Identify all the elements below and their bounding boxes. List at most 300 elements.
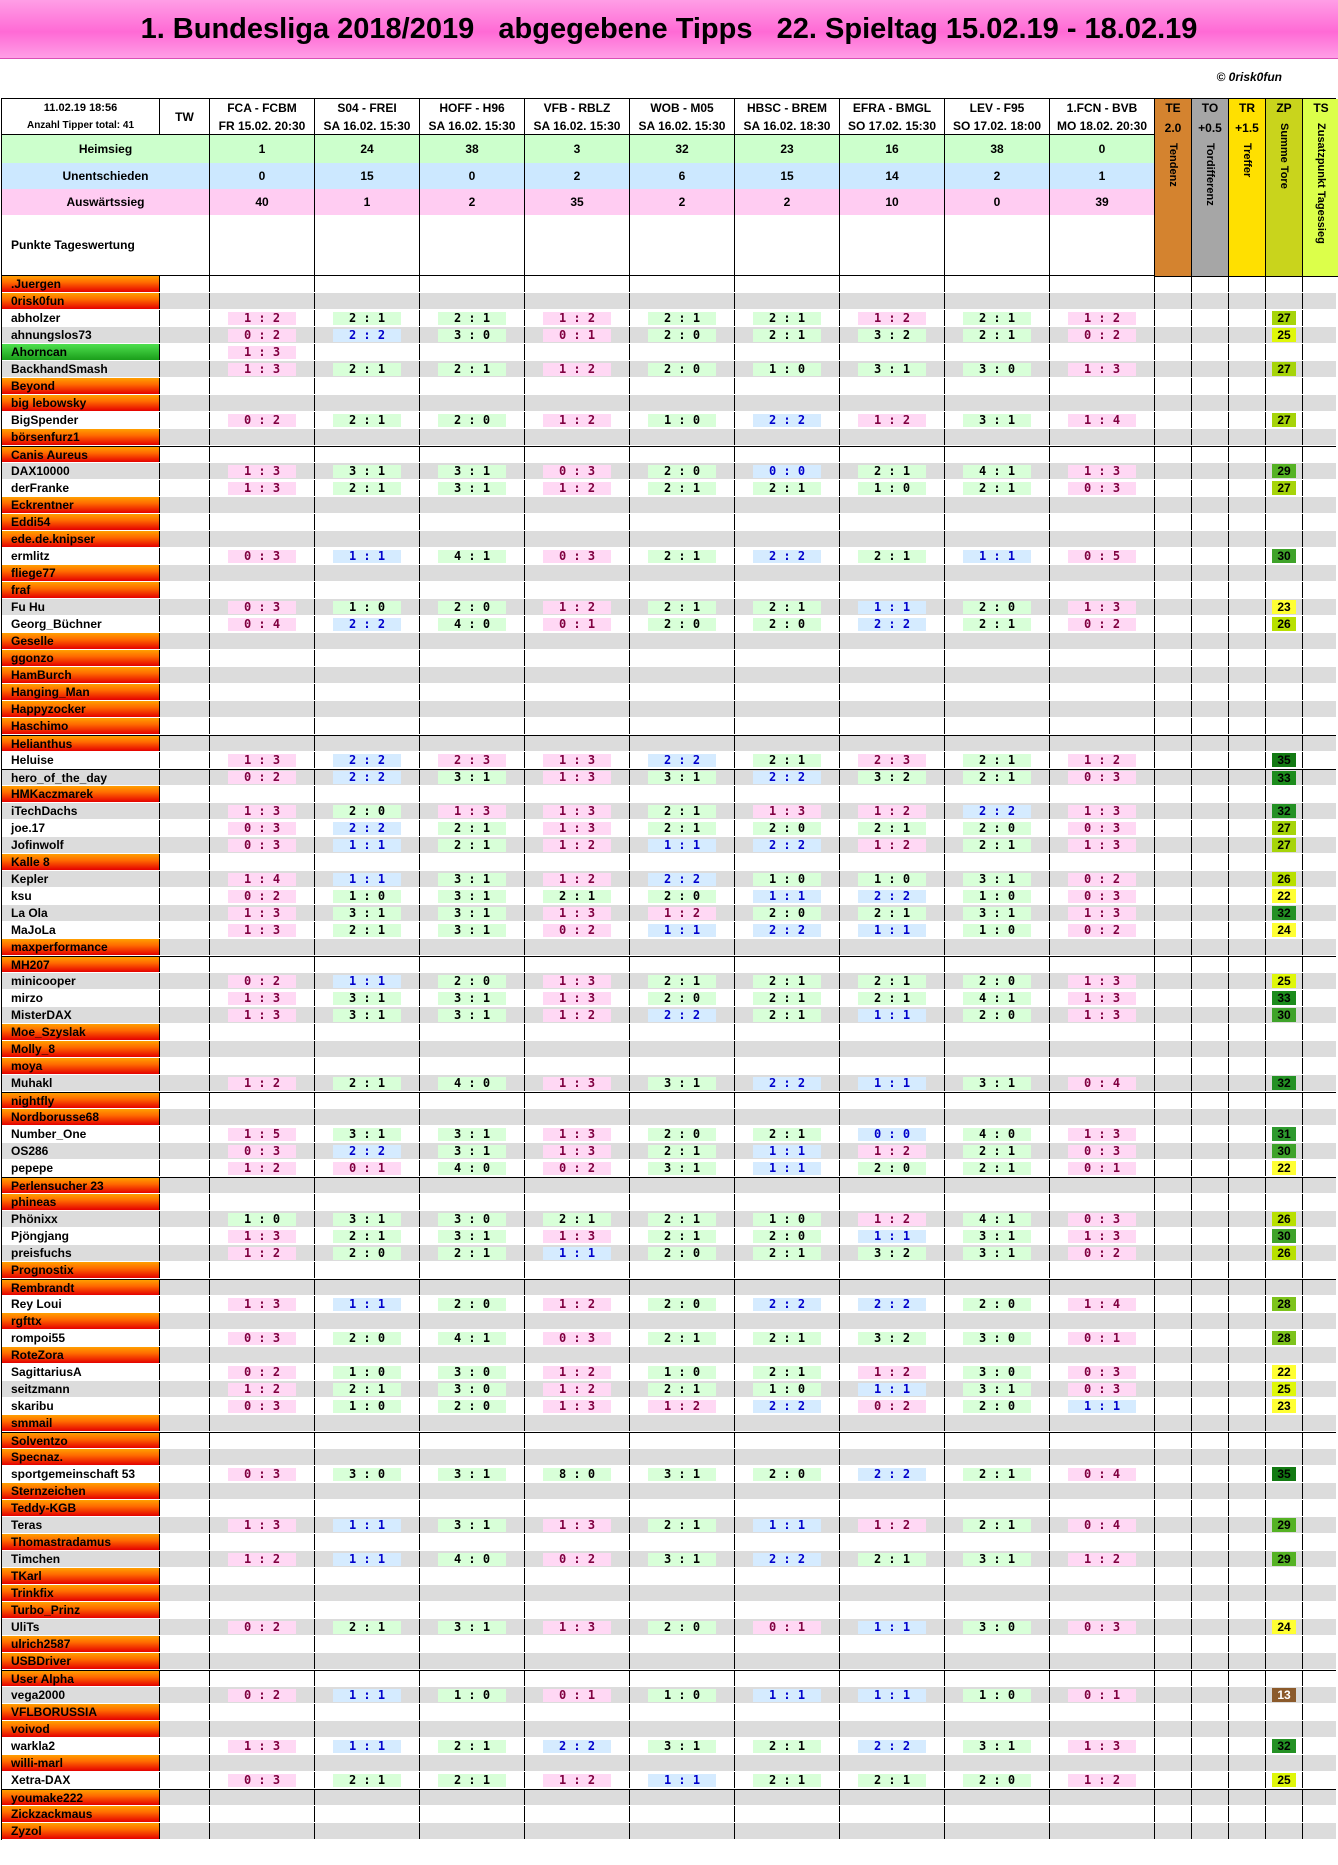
tip-value: 2 : 1	[753, 1332, 821, 1345]
tip-cell	[315, 1364, 420, 1380]
player-row	[2, 1585, 1336, 1602]
tip-cell	[735, 378, 840, 394]
score-cell	[1192, 1636, 1229, 1652]
tip-cell	[1050, 1058, 1155, 1074]
score-cell	[1155, 1534, 1192, 1550]
tip-cell	[420, 871, 525, 887]
tip-value: 1 : 3	[543, 805, 611, 818]
zp-value: 30	[1272, 1008, 1296, 1022]
tip-value: 2 : 2	[753, 771, 821, 784]
tip-cell	[1050, 667, 1155, 683]
tip-value: 2 : 2	[753, 550, 821, 563]
score-cell	[1229, 480, 1266, 496]
tip-cell	[735, 395, 840, 411]
score-cell	[1229, 1398, 1266, 1414]
tip-value: 0 : 3	[1068, 1213, 1136, 1226]
tw-cell	[160, 701, 210, 717]
score-cell	[1229, 1738, 1266, 1754]
tip-cell	[945, 752, 1050, 768]
tip-value: 1 : 2	[228, 1247, 296, 1260]
tip-value: 2 : 1	[438, 363, 506, 376]
score-cell	[1192, 701, 1229, 717]
score-cell	[1192, 480, 1229, 496]
player-name: Teras	[2, 1517, 160, 1533]
score-cell	[1155, 429, 1192, 445]
tip-value: 2 : 0	[648, 1247, 716, 1260]
player-name: Muhakl	[2, 1075, 160, 1091]
score-cell	[1155, 1041, 1192, 1057]
tip-cell	[1050, 1280, 1155, 1295]
score-cell	[1192, 770, 1229, 785]
score-cell	[1192, 429, 1229, 445]
score-cell	[1229, 1433, 1266, 1448]
tip-value: 2 : 2	[753, 924, 821, 937]
tip-value: 2 : 2	[753, 1400, 821, 1413]
punkte-cell	[210, 215, 315, 275]
player-name: La Ola	[2, 905, 160, 921]
tip-cell	[840, 1330, 945, 1346]
score-col-desc: Zusatzpunkt Tagessieg	[1315, 123, 1327, 244]
tip-cell	[525, 803, 630, 819]
tip-cell	[735, 514, 840, 530]
tip-cell	[525, 1704, 630, 1720]
tip-cell	[945, 1228, 1050, 1244]
tip-value: 3 : 1	[963, 907, 1031, 920]
tip-cell	[315, 1245, 420, 1261]
tip-value: 2 : 1	[438, 822, 506, 835]
tip-cell	[420, 718, 525, 734]
tip-value: 3 : 1	[963, 1383, 1031, 1396]
tip-cell	[210, 1178, 315, 1193]
score-cell	[1266, 684, 1303, 700]
tip-cell	[630, 1449, 735, 1465]
score-cell	[1266, 1653, 1303, 1669]
tip-cell	[735, 1058, 840, 1074]
player-row	[2, 1602, 1336, 1619]
tip-cell	[315, 1296, 420, 1312]
punkte-cell	[630, 215, 735, 275]
tip-cell	[1050, 378, 1155, 394]
score-cell	[1192, 1024, 1229, 1040]
tip-value: 2 : 0	[438, 414, 506, 427]
score-cell	[1192, 1415, 1229, 1431]
tw-cell	[160, 1619, 210, 1635]
tip-value: 0 : 2	[228, 1689, 296, 1702]
score-cell	[1229, 1041, 1266, 1057]
tip-cell	[945, 1721, 1050, 1737]
tip-cell	[210, 1228, 315, 1244]
player-row	[2, 1109, 1336, 1126]
player-name: ggonzo	[2, 650, 160, 666]
tw-cell	[160, 718, 210, 734]
tip-value: 1 : 3	[228, 1230, 296, 1243]
player-name: fliege77	[2, 565, 160, 581]
score-cell	[1229, 276, 1266, 292]
score-cell	[1303, 480, 1338, 496]
tip-cell	[210, 310, 315, 326]
score-cell	[1303, 1381, 1338, 1397]
tip-cell	[735, 990, 840, 1006]
score-cell	[1303, 1704, 1338, 1720]
player-name: Specnaz.	[2, 1449, 160, 1465]
player-name: fraf	[2, 582, 160, 598]
tip-cell	[525, 1126, 630, 1142]
player-row	[2, 837, 1336, 854]
tip-cell	[315, 803, 420, 819]
tip-cell	[420, 1517, 525, 1533]
tip-cell	[210, 548, 315, 564]
tip-cell	[630, 684, 735, 700]
player-row	[2, 956, 1336, 973]
zp-value: 25	[1272, 1773, 1296, 1787]
tip-cell	[315, 310, 420, 326]
tip-cell	[945, 1449, 1050, 1465]
score-cell	[1155, 599, 1192, 615]
tip-cell	[315, 837, 420, 853]
score-cell	[1229, 667, 1266, 683]
tw-cell	[160, 1143, 210, 1159]
tw-cell	[160, 1534, 210, 1550]
tip-cell	[210, 1024, 315, 1040]
tip-cell	[1050, 514, 1155, 530]
stat-value: 38	[420, 135, 525, 163]
tw-cell	[160, 1568, 210, 1584]
tip-cell	[630, 1126, 735, 1142]
tip-cell	[735, 1806, 840, 1822]
tip-cell	[420, 837, 525, 853]
score-cell	[1266, 310, 1303, 326]
stat-value: 40	[210, 189, 315, 215]
tip-cell	[1050, 752, 1155, 768]
tip-value: 1 : 3	[228, 1298, 296, 1311]
tip-cell	[1050, 1721, 1155, 1737]
tip-cell	[840, 922, 945, 938]
score-cell	[1192, 939, 1229, 955]
tip-cell	[945, 922, 1050, 938]
player-name: preisfuchs	[2, 1245, 160, 1261]
tip-cell	[210, 1347, 315, 1363]
score-cell	[1229, 718, 1266, 734]
player-name: Eckrentner	[2, 497, 160, 513]
player-row	[2, 820, 1336, 837]
tip-value: 1 : 3	[543, 1077, 611, 1090]
tip-value: 0 : 1	[543, 329, 611, 342]
tip-cell	[420, 1551, 525, 1567]
score-cell	[1192, 276, 1229, 292]
tip-value: 0 : 1	[1068, 1162, 1136, 1175]
tip-value: 3 : 1	[438, 1009, 506, 1022]
score-cell	[1303, 361, 1338, 377]
score-cell	[1192, 1602, 1229, 1618]
tip-cell	[420, 922, 525, 938]
tip-cell	[420, 770, 525, 785]
tip-cell	[1050, 1517, 1155, 1533]
score-cell	[1155, 1178, 1192, 1193]
score-cell	[1229, 293, 1266, 309]
tip-cell	[315, 736, 420, 751]
stat-value: 0	[210, 163, 315, 189]
score-cell	[1155, 1636, 1192, 1652]
tip-value: 1 : 1	[753, 890, 821, 903]
player-row	[2, 1194, 1336, 1211]
tip-cell	[735, 1143, 840, 1159]
tip-value: 2 : 2	[753, 1553, 821, 1566]
match-header	[630, 99, 735, 134]
tip-cell	[840, 1007, 945, 1023]
tip-cell	[735, 1772, 840, 1788]
tip-value: 1 : 3	[1068, 975, 1136, 988]
tip-cell	[945, 1178, 1050, 1193]
tip-cell	[840, 1398, 945, 1414]
tip-value: 4 : 1	[438, 1332, 506, 1345]
player-row	[2, 667, 1336, 684]
tip-cell	[735, 1585, 840, 1601]
tip-value: 2 : 0	[333, 1332, 401, 1345]
score-col-header-to	[1192, 99, 1229, 277]
stat-row	[2, 163, 1336, 189]
score-cell	[1192, 1041, 1229, 1057]
tip-value: 1 : 3	[1068, 465, 1136, 478]
tip-cell	[210, 667, 315, 683]
score-cell	[1303, 531, 1338, 547]
tip-cell	[1050, 1755, 1155, 1771]
tw-cell	[160, 1398, 210, 1414]
tip-value: 0 : 1	[1068, 1332, 1136, 1345]
player-name: Fu Hu	[2, 599, 160, 615]
tw-cell	[160, 361, 210, 377]
score-cell	[1192, 957, 1229, 972]
tip-cell	[840, 854, 945, 870]
tip-cell	[735, 803, 840, 819]
tip-cell	[735, 344, 840, 360]
tip-cell	[525, 1296, 630, 1312]
tip-value: 3 : 1	[438, 482, 506, 495]
score-cell	[1155, 957, 1192, 972]
tw-cell	[160, 888, 210, 904]
score-cell	[1303, 1415, 1338, 1431]
tip-cell	[525, 1449, 630, 1465]
player-row	[2, 1075, 1336, 1092]
player-row	[2, 616, 1336, 633]
tip-value: 1 : 3	[543, 771, 611, 784]
tip-value: 2 : 1	[753, 1128, 821, 1141]
player-name: DAX10000	[2, 463, 160, 479]
score-cell	[1303, 667, 1338, 683]
score-cell	[1192, 1143, 1229, 1159]
score-col-abbr: TE	[1165, 101, 1181, 115]
player-name: VFLBORUSSIA	[2, 1704, 160, 1720]
tip-cell	[210, 1126, 315, 1142]
tip-cell	[945, 770, 1050, 785]
tip-value: 2 : 1	[438, 312, 506, 325]
tw-cell	[160, 1007, 210, 1023]
tip-cell	[945, 497, 1050, 513]
match-date: SO 17.02. 18:00	[952, 118, 1042, 133]
tip-cell	[630, 1330, 735, 1346]
player-row	[2, 1041, 1336, 1058]
tip-cell	[210, 1415, 315, 1431]
score-cell	[1303, 1602, 1338, 1618]
tip-cell	[420, 293, 525, 309]
score-cell	[1303, 1500, 1338, 1516]
tip-value: 2 : 1	[858, 550, 926, 563]
score-cell	[1192, 1178, 1229, 1193]
tip-cell	[315, 395, 420, 411]
tip-value: 3 : 1	[333, 1009, 401, 1022]
tw-cell	[160, 1466, 210, 1482]
tw-cell	[160, 276, 210, 292]
tip-value: 1 : 0	[648, 414, 716, 427]
score-cell	[1229, 684, 1266, 700]
match-date: SA 16.02. 15:30	[323, 118, 411, 133]
tip-cell	[945, 1280, 1050, 1295]
tip-cell	[525, 1687, 630, 1703]
tip-value: 1 : 2	[858, 312, 926, 325]
tip-value: 1 : 3	[543, 1400, 611, 1413]
tip-cell	[630, 616, 735, 632]
tip-cell	[525, 582, 630, 598]
tip-value: 1 : 1	[333, 839, 401, 852]
score-cell	[1266, 1687, 1303, 1703]
tip-cell	[840, 1619, 945, 1635]
tip-cell	[840, 1602, 945, 1618]
tip-value: 1 : 2	[1068, 312, 1136, 325]
tip-cell	[420, 752, 525, 768]
tip-value: 2 : 0	[753, 618, 821, 631]
tip-cell	[210, 497, 315, 513]
score-cell	[1155, 684, 1192, 700]
tip-value: 2 : 1	[858, 1774, 926, 1787]
tip-cell	[840, 1280, 945, 1295]
tw-cell	[160, 1687, 210, 1703]
tip-cell	[630, 667, 735, 683]
tw-cell	[160, 514, 210, 530]
score-cell	[1155, 736, 1192, 751]
tip-value: 3 : 1	[963, 1740, 1031, 1753]
tip-cell	[210, 1245, 315, 1261]
tip-cell	[315, 548, 420, 564]
score-cell	[1229, 548, 1266, 564]
tip-cell	[525, 1755, 630, 1771]
tip-cell	[1050, 1347, 1155, 1363]
score-cell	[1266, 344, 1303, 360]
tip-cell	[525, 1483, 630, 1499]
stat-value: 38	[945, 135, 1050, 163]
tip-cell	[420, 599, 525, 615]
zp-value: 35	[1272, 753, 1296, 767]
tip-cell	[945, 1398, 1050, 1414]
tip-cell	[525, 701, 630, 717]
tip-cell	[525, 1806, 630, 1822]
tip-cell	[840, 786, 945, 802]
tip-value: 2 : 1	[648, 1519, 716, 1532]
tip-cell	[1050, 854, 1155, 870]
score-cell	[1192, 1347, 1229, 1363]
tip-cell	[1050, 1671, 1155, 1686]
tip-cell	[525, 361, 630, 377]
tip-value: 2 : 1	[753, 1009, 821, 1022]
score-cell	[1266, 1790, 1303, 1805]
score-cell	[1266, 565, 1303, 581]
score-cell	[1229, 1534, 1266, 1550]
score-cell	[1303, 344, 1338, 360]
tip-value: 3 : 1	[438, 873, 506, 886]
tw-cell	[160, 1041, 210, 1057]
tip-value: 1 : 2	[543, 1009, 611, 1022]
tw-cell	[160, 480, 210, 496]
score-cell	[1229, 905, 1266, 921]
tip-cell	[945, 1262, 1050, 1278]
tip-value: 3 : 0	[963, 1366, 1031, 1379]
tip-value: 2 : 2	[858, 1740, 926, 1753]
tip-cell	[315, 1398, 420, 1414]
player-row	[2, 1024, 1336, 1041]
tip-value: 2 : 2	[858, 1298, 926, 1311]
tip-cell	[1050, 1398, 1155, 1414]
score-col-value: +1.5	[1235, 121, 1259, 135]
score-cell	[1303, 412, 1338, 428]
tip-value: 2 : 1	[333, 1230, 401, 1243]
player-row	[2, 429, 1336, 446]
tip-cell	[840, 1449, 945, 1465]
tip-cell	[420, 480, 525, 496]
tip-cell	[525, 1093, 630, 1108]
tip-cell	[1050, 1228, 1155, 1244]
tip-value: 1 : 3	[543, 1128, 611, 1141]
score-cell	[1303, 1126, 1338, 1142]
tip-cell	[840, 1790, 945, 1805]
tip-cell	[840, 957, 945, 972]
tip-cell	[840, 293, 945, 309]
tip-cell	[630, 276, 735, 292]
tw-cell	[160, 1347, 210, 1363]
tip-value: 2 : 0	[648, 618, 716, 631]
score-cell	[1155, 820, 1192, 836]
tip-cell	[210, 514, 315, 530]
tip-cell	[315, 718, 420, 734]
player-name: 0risk0fun	[2, 293, 160, 309]
tip-value: 1 : 0	[963, 890, 1031, 903]
tip-value: 2 : 1	[333, 312, 401, 325]
score-cell	[1303, 1551, 1338, 1567]
tip-cell	[210, 276, 315, 292]
tip-cell	[315, 684, 420, 700]
player-name: Phönixx	[2, 1211, 160, 1227]
tip-cell	[420, 1347, 525, 1363]
tip-cell	[315, 957, 420, 972]
tip-value: 2 : 2	[858, 890, 926, 903]
tip-value: 3 : 0	[963, 1332, 1031, 1345]
tip-cell	[525, 463, 630, 479]
score-cell	[1229, 1280, 1266, 1295]
player-name: Rey Loui	[2, 1296, 160, 1312]
tw-cell	[160, 1721, 210, 1737]
tip-cell	[210, 1823, 315, 1839]
tip-value: 1 : 3	[228, 805, 296, 818]
tip-cell	[315, 1415, 420, 1431]
tip-cell	[630, 820, 735, 836]
tip-cell	[945, 378, 1050, 394]
score-cell	[1229, 1517, 1266, 1533]
player-name: Molly_8	[2, 1041, 160, 1057]
tip-cell	[525, 820, 630, 836]
tip-value: 0 : 3	[228, 1332, 296, 1345]
tip-cell	[525, 1330, 630, 1346]
tip-cell	[630, 1790, 735, 1805]
tip-cell	[525, 1500, 630, 1516]
score-cell	[1192, 1721, 1229, 1737]
tip-cell	[735, 1534, 840, 1550]
